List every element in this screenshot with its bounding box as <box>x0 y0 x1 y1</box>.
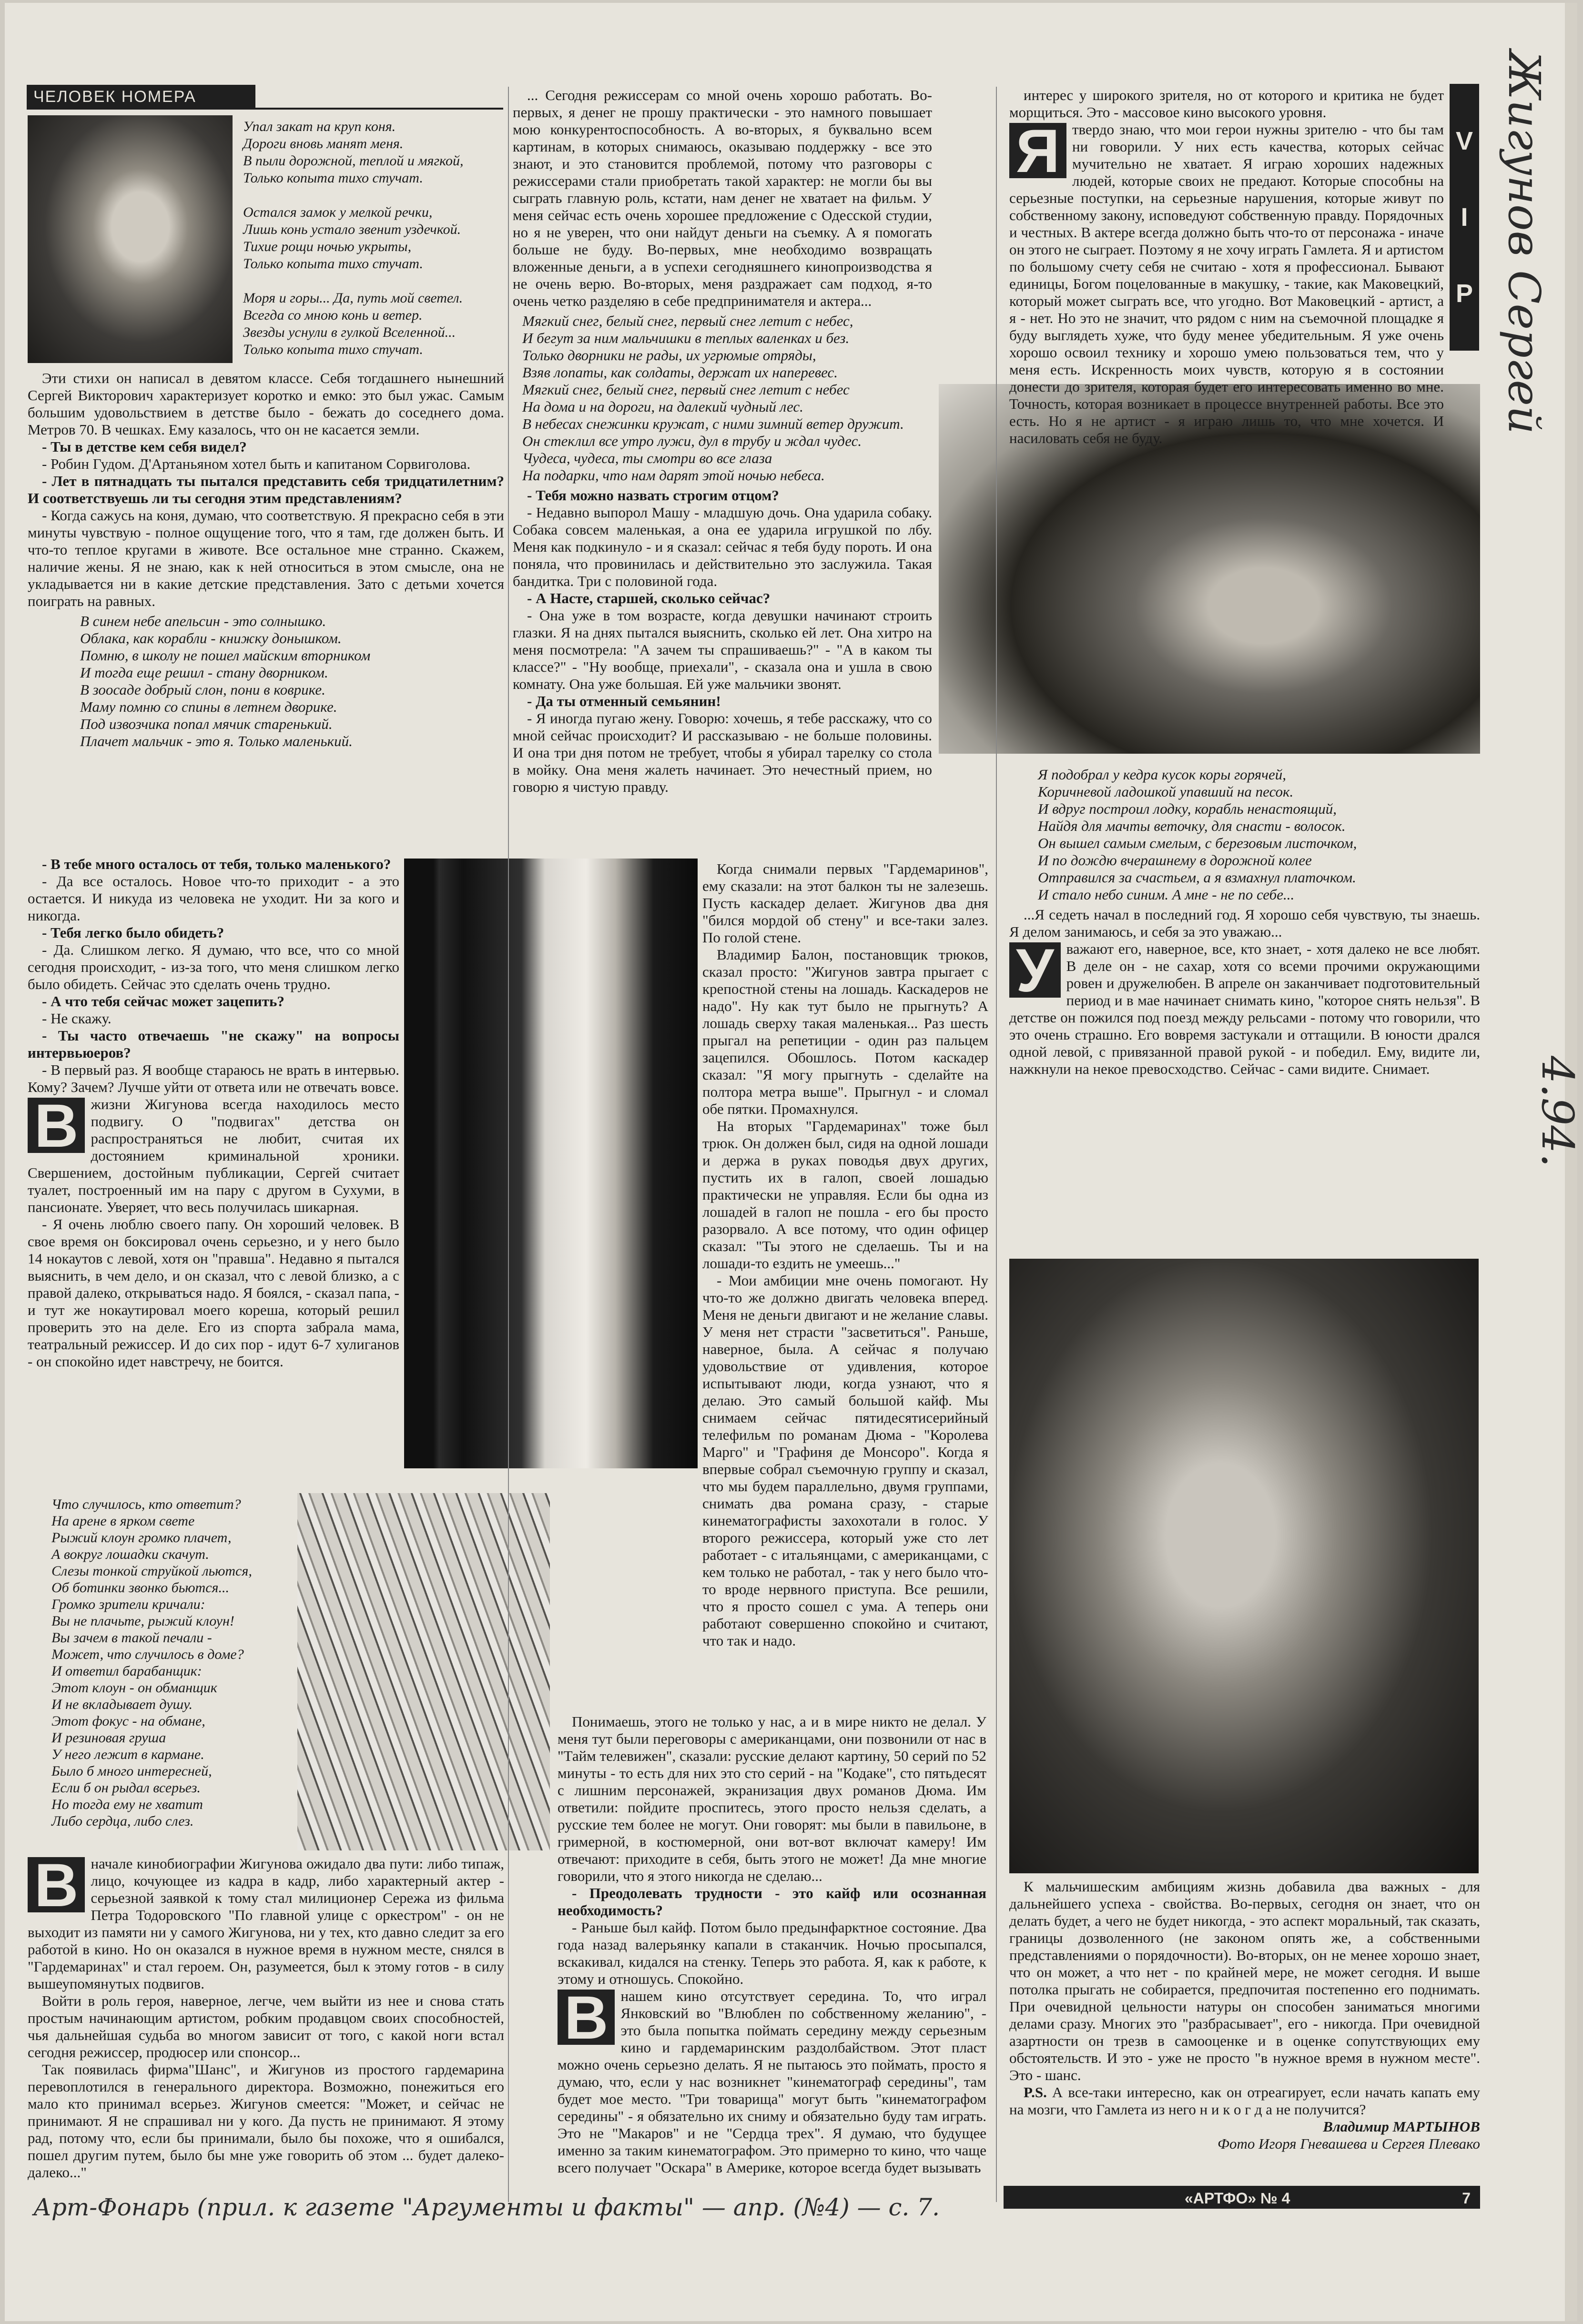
question: - Тебя можно назвать строгим отцом? <box>527 487 779 504</box>
paragraph: ...Я седеть начал в последний год. Я хорошо себя чувствую, ты знаешь. Я делом занимаюсь, и себя за это уважаю... <box>1009 906 1480 940</box>
car-window-photo <box>1009 1259 1479 1873</box>
answer: - В первый раз. Я вообще стараюсь не врать в интервью. Кому? Зачем? Лучше уйти от ответа или не отвечать вовсе. <box>28 1061 399 1095</box>
paragraph: интерес у широкого зрителя, но от которого и критика не будет морщиться. Это - массовое кино высокого уровня. <box>1009 87 1444 121</box>
vip-tab <box>1450 84 1479 351</box>
column-1-top <box>28 370 504 855</box>
handwritten-source: Арт-Фонарь (прил. к газете "Аргументы и факты" — апр. (№4) — с. 7. <box>33 2193 940 2221</box>
issue-label: «АРТФО» № 4 <box>1185 2190 1290 2207</box>
column-1-middle <box>28 856 399 1489</box>
paragraph: Войти в роль героя, наверное, легче, чем выйти из нее и снова стать простым начинающим артистом, робким продавцом своих способностей, чья дальнейшая судьба во многом зависит от того, с какой ноги встал сегодня режиссер, продюсер или спонсор... <box>28 1992 504 2061</box>
answer: - Когда сажусь на коня, думаю, что соответствую. Я прекрасно себя в эти минуты чувствую - полное ощущение того, что я там, где должен быть. И что-то теплое кругами в животе. Все остальное мне странно. Скажем, наличие жены. Я не знаю, как к ней относиться в этом смысле, она не укладывается ни в какие детские представления. Зато с детьми хочется поиграть на равных. <box>28 507 504 609</box>
question: - Ты в детстве кем себя видел? <box>42 438 247 455</box>
drop-paragraph: В начале кинобиографии Жигунова ожидало два пути: либо типаж, лицо, кочующее из кадра в кадр, либо характерный актер - серьезной заявкой к тому стал милиционер Сережа из фильма Петра Тодоровского "По главной улице с оркестром" - он не выходит из памяти ни у самого Жигунова, ни у тех, кто давно следит за его работой в кино. Но он оказался в нужное время в нужном месте, снялся в "Гардемаринах" и стал героем. Он, разумеется, был к этому готов - в силу вышеупомянутых подвигов. <box>28 1851 504 1992</box>
column-divider <box>996 87 997 2202</box>
drop-cap: В <box>558 1990 615 2045</box>
column-1-bottom <box>28 1851 504 2189</box>
footer-bar <box>1004 2188 1480 2209</box>
opening-poem: Упал закат на круп коня. Дороги вновь манят меня. В пыли дорожной, теплой и мягкой, Только копыта тихо стучат. Остался замок у мелкой речки, Лишь конь устало звенит уздечкой. Тихие рощи ночью укрыты, Только копыта тихо стучат. Моря и горы... Да, путь мой светел. Всегда со мною конь и ветер. Звезды уснули в гулкой Вселенной... Только копыта тихо стучат. <box>243 119 464 357</box>
paragraph: - Мои амбиции мне очень помогают. Ну что-то же должно двигать человека вперед. Меня не деньги двигают и не желание славы. У меня нет страсти "засветиться". Раньше, наверное, была. А сейчас я получаю удовольствие от удивления, которое испытывают люди, когда узнают, что я делаю. Это самый большой кайф. Мы снимаем сейчас пятидесятисерийный телефильм по романам Дюма - "Королева Марго" и "Графиня де Монсоро". Когда я впервые собрал съемочную группу и сказал, что мы будем параллельно, двумя группами, снимать два романа сразу, - старые кинематографисты захохотали в голос. У второго режиссера, который уже сто лет работает - с итальянцами, с американцами, с кем только не работал, - так у него было что-то вроде нервного приступа. Все решили, что я просто сошел с ума. А теперь они работают совершенно спокойно и считают, что так и надо. <box>702 1272 988 1649</box>
answer: - Не скажу. <box>42 1010 112 1027</box>
postscript: P.S. А все-таки интересно, как он отреагирует, если начать капать ему на мозги, что Гамлета из него н и к о г д а не получится? <box>1009 2084 1480 2118</box>
answer: - Робин Гудом. Д'Артаньяном хотел быть и капитаном Сорвиголова. <box>42 455 471 472</box>
question: - Да ты отменный семьянин! <box>527 693 721 709</box>
drop-paragraph: У важают его, наверное, все, кто знает, - хотя далеко не все любят. В деле он - не сахар, хотя со всеми прочими окружающими ровен и дружелюбен. В апреле он заканчивает подготовительный период и в мае начинает снимать кино, "которое снять нельзя". В детстве он пожился под поезд между рельсами - потому что говорили, что это очень страшно. Его вовремя застукали и оттащили. В юности дрался одной левой, с привязанной правой рукой - и победил. Ему, видите ли, нажкнули на некое превосходство. Сейчас - сами видите. Снимает. <box>1009 937 1480 1077</box>
question: - Преодолевать трудности - это кайф или осознанная необходимость? <box>558 1885 986 1919</box>
drop-cap: В <box>28 1857 85 1912</box>
question: - А Насте, старшей, сколько сейчас? <box>527 590 771 606</box>
column-2-middle <box>702 860 988 1708</box>
vip-letter-p: P <box>1455 279 1473 308</box>
portrait-photo <box>28 115 233 363</box>
section-rubric: ЧЕЛОВЕК НОМЕРА <box>27 85 255 108</box>
answer: - Недавно выпорол Машу - младшую дочь. Она ударила собаку. Собака совсем маленькая, а она ее ударила игрушкой по лбу. Меня как подкинуло - и я сказал: сейчас я тебя буду пороть. И она поняла, что провинилась и действительно это заслужила. Такая бандитка. Три с половиной года. <box>513 504 932 589</box>
drop-cap: У <box>1009 942 1061 998</box>
answer: - Да. Слишком легко. Я думаю, что все, что со мной сегодня происходит, - из-за того, что меня слишком легко было обидеть. Сейчас это сделать очень трудно. <box>28 941 399 992</box>
paragraph: Понимаешь, этого не только у нас, а и в мире никто не делал. У меня тут были переговоры с американцами, они позвонили от нас в "Тайм телевижен", сказали: русские делают картину, 50 серий по 52 минуты - то есть для них это сто серий - на "Кодаке", сто пятьдесят с лишним персонажей, экранизация двух романов Дюма. Им ответили: пойдите проспитесь, этого просто нельзя сделать, а русские тем более не могут. Они говорят: мы были в павильоне, в гримерной, в костюмерной, они вот-вот включат камеру! Им отвечают: приходите в себя, быть этого не может! Да мне многие говорили, что я этого никогда не сделаю... <box>558 1713 986 1884</box>
vip-letter-v: V <box>1455 127 1473 155</box>
column-2-bottom <box>558 1713 986 2207</box>
drop-cap: В <box>28 1098 85 1153</box>
column-3-top <box>1009 87 1444 446</box>
winter-photo <box>297 1493 550 1850</box>
newspaper-page <box>5 3 1583 2321</box>
question: - А что тебя сейчас может зацепить? <box>42 993 284 1010</box>
answer: - Раньше был кайф. Потом было предынфарктное состояние. Два года назад валерьянку капали в стаканчик. Ночью просыпался, вскакивал, кидался на стенку. Теперь это работа. Я, как к работе, к этому и отношусь. Спокойно. <box>558 1919 986 1987</box>
paragraph: - Я очень люблю своего папу. Он хороший человек. В свое время он боксировал очень серьезно, и у него было 14 нокаутов с левой, хотя он "правша". Недавно я пытался выяснить, в чем дело, и он сказал, что с левой близко, а с правой далеко, открываться надо. Я боялся, - сказал папа, - и тут же нокаутировал моего кореша, который решил проверить это на деле. Его из спорта забрала мама, театральный режиссер. И до сих пор - идут 6-7 хулиганов - он спокойно идет навстречу, не боится. <box>28 1216 399 1370</box>
paragraph: Владимир Балон, постановщик трюков, сказал просто: "Жигунов завтра прыгает с крепостной стены на лошадь. Каскадеров не надо". Ну как тут было не прыгнуть? А лошадь сверху такая маленькая... Раз шесть прыгал на репетиции - один раз пальцем зацепился. Обошлось. Потом каскадер сказал: "Я могу прыгнуть - сделайте на полтора метра выше". Прыгнул - и сломал обе пятки. Промахнулся. <box>702 946 988 1117</box>
answer: - Да все осталось. Новое что-то приходит - а это остается. И никуда из человека не уходит. Ни за кого и никогда. <box>28 873 399 924</box>
question: - Лет в пятнадцать ты пытался представить себя тридцатилетним? И соответствуешь ли ты сегодня этим представлениям? <box>28 473 504 506</box>
poem: Я подобрал у кедра кусок коры горячей, Коричневой ладошкой упавший на песок. И вдруг построил лодку, корабль ненастоящий, Найдя для мачты веточку, для снасти - волосок. Он вышел самым смелым, с березовым листочком, И по дождю вчерашнему в дорожной колее Отправился за счастьем, а я взмахнул платочком. И стало небо синим. А мне - не по себе... <box>1038 766 1357 903</box>
vip-letter-i: I <box>1461 203 1468 232</box>
drop-cap: Я <box>1009 123 1066 178</box>
handwritten-date: 4.94. <box>1532 1056 1583 1168</box>
clock-photo <box>404 859 698 1468</box>
column-divider <box>508 87 509 2202</box>
poem: Мягкий снег, белый снег, первый снег летит с небес, И бегут за ним мальчишки в теплых валенках и без. Только дворники не рады, их угрюмые отряды, Взяв лопаты, как солдаты, держат их наперевес. Мягкий снег, белый снег, первый снег летит с небес На дома и на дороги, на далекий чудный лес. В небесах снежинки кружат, с ними зимний ветер дружит. Он стеклил все утро лужи, дул в трубу и ждал чудес. Чудеса, чудеса, ты смотри во все глаза На подарки, что нам дарят этой ночью небеса. <box>522 313 904 484</box>
question: - В тебе много осталось от тебя, только маленького? <box>42 856 391 872</box>
clown-poem-block <box>28 1493 294 1850</box>
column-3-middle <box>1009 763 1480 1254</box>
paragraph: ... Сегодня режиссерам со мной очень хорошо работать. Во-первых, я денег не прошу практически - это намного повышает мою конкурентоспособность. А во-вторых, я буквально всем картинам, в которых снимаюсь, оказываю поддержку - все это знают, и это становится проблемой, потому что разговоры с режиссерами стали приобретать такой характер: не могли бы вы сыграть главную роль, кстати, нам денег не хватает на фильм. У меня сейчас есть очень хорошее предложение с Одесской студии, но я не уверен, что они найдут деньги на съемку. А я помогать больше не буду. Во-первых, мне необходимо возвращать вложенные деньги, а в успехи сегодняшнего кинопроизводства я не очень верю. Во-вторых, меня раздражает сам подход, я-то очень четко разделяю в себе предпринимателя и актера... <box>513 87 932 309</box>
handwritten-name: Жигунов Сергей <box>1499 51 1550 434</box>
rubric-rule <box>27 108 503 110</box>
clown-poem: Что случилось, кто ответит? На арене в ярком свете Рыжий клоун громко плачет, А вокруг лошадки скачут. Слезы тонкой струйкой льются, Об ботинки звонко бьются... Громко зрители кричали: Вы не плачьте, рыжий клоун! Вы зачем в такой печали - Может, что случилось в доме? И ответил барабанщик: Этот клоун - он обманщик И не вкладывает душу. Этот фокус - на обмане, И резиновая груша У него лежит в кармане. Было б много интересней, Если б он рыдал всерьез. Но тогда ему не хватит Либо сердца, либо слез. <box>51 1496 252 1829</box>
column-3-bottom <box>1009 1878 1480 2183</box>
drop-paragraph: В жизни Жигунова всегда находилось место подвигу. О "подвигах" детства он распространяться не любит, считая их достоянием криминальной хроники. Свершением, достойным публикации, Сергей считает туалет, построенный им на пару с другом в Сухуми, в пансионате. Уверяет, что весь получилась шикарная. <box>28 1092 399 1215</box>
paragraph: Когда снимали первых "Гардемаринов", ему сказали: на этот балкон ты не залезешь. Пусть каскадер делает. Жигунов два дня "бился мордой об стену" и все-таки залез. По голой стене. <box>702 860 988 946</box>
page-number: 7 <box>1462 2190 1471 2207</box>
opening-poem-block <box>238 115 505 373</box>
paragraph: К мальчишеским амбициям жизнь добавила два важных - для дальнейшего успеха - свойства. Во-первых, сегодня он знает, что он делать будет, а чего не будет никогда, - это аспект моральный, так сказать, границы дозволенного (не законом опять же, а собственными представлениями о порядочности). Во-вторых, он не менее хорошо знает, что он может, а что нет - по крайней мере, не может сегодня. И выше потолка прыгать не собирается, предпочитая постепенно его поднимать. При очевидной цельности натуры он способен заниматься многими делами сразу. Многих это "разбрасывает", его - никогда. При очевидной азартности он трезв в самооценке и в оценке сопутствующих ему обстоятельств. И это - уже не просто "в нужное время в нужном месте". Это - шанс. <box>1009 1878 1480 2083</box>
question: - Ты часто отвечаешь "не скажу" на вопросы интервьюеров? <box>28 1027 399 1061</box>
photo-credit: Фото Игоря Гневашева и Сергея Плевако <box>1218 2135 1480 2152</box>
question: - Тебя легко было обидеть? <box>42 924 224 941</box>
paragraph: На вторых "Гардемаринах" тоже был трюк. Он должен был, сидя на одной лошади и держа в руках поводья двух других, пустить их в галоп, своей лошадью практически не управляя. Если бы одна из лошадей в галоп не пошла - его бы просто разорвало. А все потому, что один офицер сказал: "Ты этого не сделаешь. Ты и на лошади-то ездить не умеешь..." <box>702 1118 988 1272</box>
drop-paragraph: В нашем кино отсутствует середина. То, что играл Янковский во "Влюблен по собственному желанию", - это была попытка поймать середину между серьезным кино и гардемаринским раздолбайством. Этот пласт можно очень серьезно делать. Я не пытаюсь это поймать, просто я думаю, что, если у нас возникнет "кинематограф середины", там будет мое место. "Три товарища" могут быть "кинематографом середины" - я обязательно их сниму и обязательно буду там играть. Это не "Макаров" и не "Сердца трех". Я думаю, что будущее именно за таким кинематографом. Это примерно то кино, что чаще всего получает "Оскара" в Америке, которое всегда будет вызывать <box>558 1984 986 2176</box>
author-byline: Владимир МАРТЫНОВ <box>1323 2118 1480 2135</box>
drop-paragraph: Я твердо знаю, что мои герои нужны зрителю - что бы там ни говорили. У них есть качества, которых сейчас мучительно не хватает. Я играю хороших надежных людей, которые своих не предают. Которые способны на серьезные поступки, на серьезные нарушения, которые живут по собственному закону, исповедуют собственную правду. Порядочных и честных. В актере всегда должно быть что-то от персонажа - иначе он этого не сыграет. Поэтому я не хочу играть Гамлета. Я и артистом по большому счету себя не считаю - хотя я профессионал. Бывают единицы, Богом поцелованные в макушку, - такие, как Маковецкий, который может сыграть все, что угодно. Вот Маковецкий - артист, а я - нет. Но это не значит, что рядом с ним на съемочной площадке я буду выглядеть хуже, что буду менее убедительным. Я уже очень хорошо освоил технику и хорошо умею пользоваться тем, что у меня есть. Искренность моих чувств, которую я в состоянии донести до зрителя, которая будет его интересовать именно во мне. Точность, которая возникает в процессе внутренней работы. Все это есть. Но я не артист - я играю лишь то, что мне хочется. И насиловать себя не буду. <box>1009 117 1444 446</box>
paragraph: Так появилась фирма"Шанс", и Жигунов из простого гардемарина перевоплотился в генерального директора. Возможно, понежиться его мало кто принимал всерьез. Жигунов смеется: "Может, и сейчас не принимают. Я не спрашивал ни у кого. Да пусть не принимают. Я этому рад, потому что, если бы принимали, было бы похоже, что я ошибался, пошел другим путем, было бы мне уже говорить об этом ... будет далеко-далеко..." <box>28 2061 504 2181</box>
poem: В синем небе апельсин - это солнышко. Облака, как корабли - книжку донышком. Помню, в школу не пошел майским вторником И тогда еще решил - стану дворником. В зоосаде добрый слон, пони в коврике. Маму помню со спины в летнем дворике. Под извозчика попал мячик старенький. Плачет мальчик - это я. Только маленький. <box>80 613 371 749</box>
answer: - Она уже в том возрасте, когда девушки начинают строить глазки. Я на днях пытался выяснить, сколько ей лет. Она хитро на меня посмотрела: "А зачем ты спрашиваешь?" - "А в каком ты классе?" - "Ну вообще, приехали", - сказала она и ушла в свою комнату. Она уже большая. Ей уже мальчики звонят. <box>513 607 932 692</box>
intro-paragraph: Эти стихи он написал в девятом классе. Себя тогдашнего нынешний Сергей Викторович характеризует коротко и емко: это был ужас. Самым большим удовольствием в детстве было - бежать до соседнего дома. Метров 70. В чешках. Ему казалось, что он не касается земли. <box>28 370 504 438</box>
answer: - Я иногда пугаю жену. Говорю: хочешь, я тебе расскажу, что со мной сейчас происходит? И рассказываю - не больше половины. И она три дня потом не требует, чтобы я убирал тарелку со стола в мойку. Она меня жалеть начинает. Это нечестный прием, но говорю я чистую правду. <box>513 710 932 795</box>
column-2-top <box>513 87 932 859</box>
